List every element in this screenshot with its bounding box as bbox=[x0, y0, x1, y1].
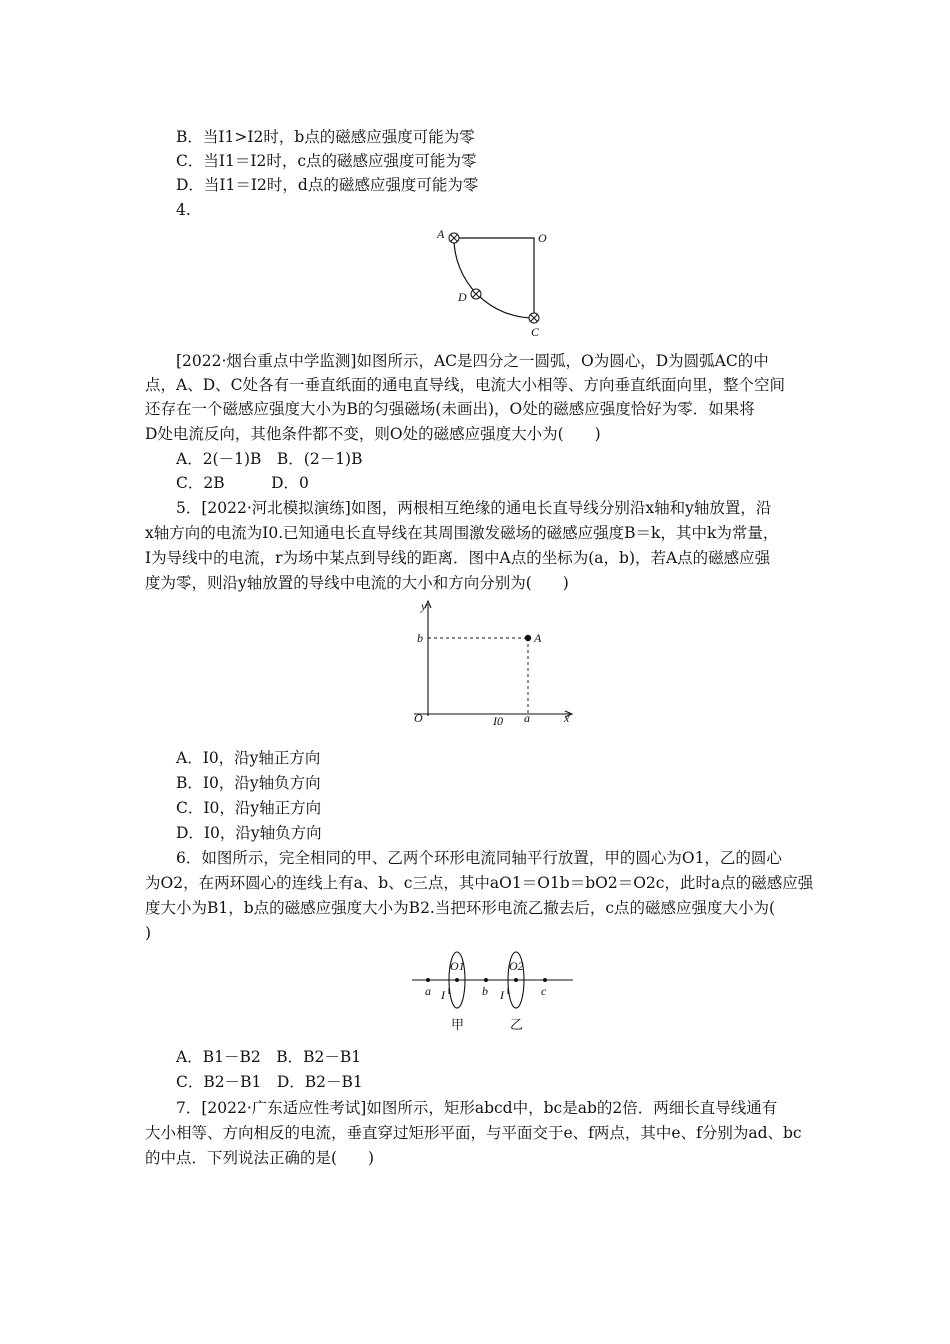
q6-point-c bbox=[543, 978, 547, 982]
q5-point-a bbox=[525, 635, 531, 641]
q4-label-o: O bbox=[538, 231, 547, 245]
q6-point-a bbox=[426, 978, 430, 982]
q5-label-a-point: A bbox=[534, 631, 542, 645]
q4-wire-a bbox=[449, 233, 459, 243]
q3-option-d: D．当I1＝I2时，d点的磁感应强度可能为零 bbox=[176, 176, 479, 194]
q3-option-b: B．当I1>I2时，b点的磁感应强度可能为零 bbox=[176, 128, 475, 146]
q5-stem-line-3: I为导线中的电流，r为场中某点到导线的距离．图中A点的坐标为(a，b)，若A点的磁感应强 bbox=[145, 549, 771, 567]
q6-label-b: b bbox=[482, 984, 488, 998]
q5-label-b: b bbox=[417, 631, 423, 645]
q5-stem-line-1: 5．[2022·河北模拟演练]如图，两根相互绝缘的通电长直导线分别沿x轴和y轴放置，沿 bbox=[176, 499, 772, 517]
q4-label-a: A bbox=[437, 227, 445, 241]
q6-rings-figure bbox=[410, 950, 580, 1036]
q4-arc-figure bbox=[430, 222, 560, 342]
q6-stem-line-2: 为O2，在两环圆心的连线上有a、b、c三点，其中aO1＝O1b＝bO2＝O2c，此时a点的磁感应强 bbox=[145, 874, 814, 892]
q6-options-ab: A．B1－B2 B．B2－B1 bbox=[176, 1048, 362, 1066]
q6-label-a: a bbox=[425, 984, 431, 998]
q6-label-o1: O1 bbox=[450, 959, 465, 973]
q4-radius-lines bbox=[454, 238, 534, 318]
q6-options-cd: C．B2－B1 D．B2－B1 bbox=[176, 1073, 363, 1091]
q5-label-x: x bbox=[564, 711, 570, 725]
q6-center-o1 bbox=[455, 978, 459, 982]
q4-label-d: D bbox=[458, 290, 467, 304]
q6-label-o2: O2 bbox=[509, 959, 524, 973]
q4-wire-c bbox=[529, 313, 539, 323]
q4-options-cd: C．2B D．0 bbox=[176, 474, 309, 492]
q6-label-c: c bbox=[541, 984, 547, 998]
q4-wire-d bbox=[471, 289, 481, 299]
q4-number: 4. bbox=[176, 201, 191, 219]
q5-stem-line-2: x轴方向的电流为I0.已知通电长直导线在其周围激发磁场的磁感应强度B＝k，其中k为常量， bbox=[145, 524, 779, 542]
q5-option-b: B．I0，沿y轴负方向 bbox=[176, 774, 321, 792]
q4-stem-line-4: D处电流反向，其他条件都不变，则O处的磁感应强度大小为( ) bbox=[145, 425, 601, 443]
q5-option-a: A．I0，沿y轴正方向 bbox=[176, 749, 321, 767]
q6-label-i-yi: I bbox=[500, 988, 504, 1002]
q6-stem-line-4: ) bbox=[145, 924, 152, 942]
q6-stem-line-3: 度大小为B1，b点的磁感应强度大小为B2.当把环形电流乙撤去后，c点的磁感应强度大小为( bbox=[145, 899, 776, 917]
q6-stem-line-1: 6．如图所示，完全相同的甲、乙两个环形电流同轴平行放置，甲的圆心为O1，乙的圆心 bbox=[176, 849, 782, 867]
q6-point-b bbox=[484, 978, 488, 982]
q4-stem-line-1: [2022·烟台重点中学监测]如图所示，AC是四分之一圆弧，O为圆心，D为圆弧AC的中 bbox=[176, 352, 769, 370]
q4-options-ab: A．2(－1)B B．(2－1)B bbox=[176, 450, 363, 468]
q7-stem-line-1: 7．[2022·广东适应性考试]如图所示，矩形abcd中，bc是ab的2倍．两细长直导线通有 bbox=[176, 1099, 778, 1117]
q5-label-y: y bbox=[421, 599, 427, 613]
q6-caption-yi: 乙 bbox=[510, 1018, 524, 1033]
q7-stem-line-2: 大小相等、方向相反的电流，垂直穿过矩形平面，与平面交于e、f两点，其中e、f分别为ad、bc bbox=[145, 1124, 802, 1142]
q3-option-c: C．当I1＝I2时，c点的磁感应强度可能为零 bbox=[176, 152, 477, 170]
q6-center-o2 bbox=[514, 978, 518, 982]
q6-caption-jia: 甲 bbox=[451, 1018, 465, 1033]
q4-quarter-arc bbox=[454, 238, 534, 318]
q4-stem-line-2: 点，A、D、C处各有一垂直纸面的通电直导线，电流大小相等、方向垂直纸面向里，整个空间 bbox=[145, 376, 785, 394]
q5-option-d: D．I0，沿y轴负方向 bbox=[176, 824, 322, 842]
q4-label-c: C bbox=[531, 325, 540, 339]
q5-axes-figure bbox=[410, 598, 580, 734]
q5-option-c: C．I0，沿y轴正方向 bbox=[176, 799, 322, 817]
q7-stem-line-3: 的中点．下列说法正确的是( ) bbox=[145, 1149, 375, 1167]
q5-label-i0: I0 bbox=[493, 714, 503, 728]
q5-label-a: a bbox=[524, 711, 530, 725]
q5-label-o: O bbox=[414, 711, 423, 725]
q4-stem-line-3: 还存在一个磁感应强度大小为B的匀强磁场(未画出)，O处的磁感应强度恰好为零．如果将 bbox=[145, 400, 755, 418]
q6-label-i-jia: I bbox=[441, 988, 445, 1002]
q5-stem-line-4: 度为零，则沿y轴放置的导线中电流的大小和方向分别为( ) bbox=[145, 574, 569, 592]
